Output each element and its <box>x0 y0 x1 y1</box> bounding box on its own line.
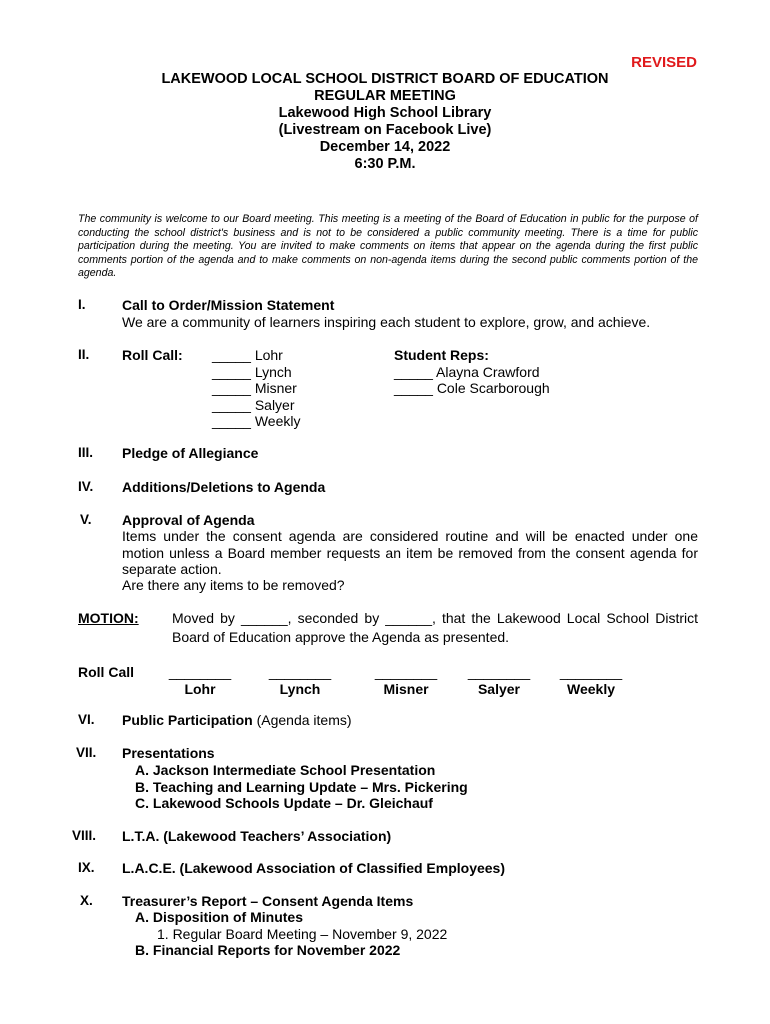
vote-name: Lynch <box>279 681 321 697</box>
mission-statement: We are a community of learners inspiring each student to explore, grow, and achieve. <box>122 314 651 330</box>
roll-call-member: _____ Misner <box>212 380 297 396</box>
item-title-presentations: Presentations <box>122 745 215 761</box>
intro-paragraph: The community is welcome to our Board meeting. This meeting is a meeting of the Board of Education in public for the purpose of conducting the school district's business and is not to be considered a public community meeting. There is a time for public participation during the meeting. You are invited to make comments on items that appear on the agenda during the first public comments portion of the agenda and to make comments on non-agenda items during the second public comments portion of the agenda. <box>78 213 698 279</box>
treasurer-sub-a: A. Disposition of Minutes <box>135 909 303 925</box>
roll-call-member: _____ Lohr <box>212 347 283 363</box>
presentation-item: C. Lakewood Schools Update – Dr. Gleichauf <box>135 795 433 811</box>
revised-label: REVISED <box>631 54 697 71</box>
roll-call-member: _____ Salyer <box>212 396 295 413</box>
roll-call-members <box>212 347 300 430</box>
student-reps <box>394 347 550 397</box>
vote-name: Misner <box>383 681 429 697</box>
vote-blank: ________ <box>467 664 531 680</box>
header-district: LAKEWOOD LOCAL SCHOOL DISTRICT BOARD OF EDUCATION <box>161 71 609 87</box>
item-title-approval: Approval of Agenda <box>122 512 255 528</box>
item-number-i: I. <box>78 297 86 312</box>
vote-column <box>165 664 235 698</box>
treasurer-sub-b: B. Financial Reports for November 2022 <box>135 942 401 958</box>
vote-blank: ________ <box>168 664 232 680</box>
vote-column <box>265 664 335 698</box>
roll-call-member: _____ Lynch <box>212 363 292 380</box>
header-livestream: (Livestream on Facebook Live) <box>278 122 492 138</box>
presentation-item: B. Teaching and Learning Update – Mrs. Pickering <box>135 778 468 795</box>
item-number-x: X. <box>80 893 93 908</box>
item-number-ii: II. <box>78 347 90 362</box>
item-number-viii: VIII. <box>72 828 97 843</box>
header-date: December 14, 2022 <box>319 139 451 155</box>
presentation-list <box>135 762 468 812</box>
roll-call-vote-label: Roll Call <box>78 664 135 680</box>
vote-column <box>556 664 626 698</box>
student-rep: _____ Cole Scarborough <box>394 380 550 396</box>
item-number-iv: IV. <box>78 479 94 494</box>
approval-description: Items under the consent agenda are considered routine and will be enacted under one motion unless a Board member requests an item be removed from the consent agenda for separate action. <box>122 528 698 577</box>
roll-call-member: _____ Weekly <box>212 413 301 429</box>
vote-column <box>464 664 534 698</box>
vote-name: Salyer <box>477 681 521 697</box>
item-title-additions: Additions/Deletions to Agenda <box>122 479 326 495</box>
vote-column <box>371 664 441 698</box>
item-title-roll-call: Roll Call: <box>122 347 183 363</box>
header-time: 6:30 P.M. <box>354 156 416 172</box>
presentation-item: A. Jackson Intermediate School Presentation <box>135 762 436 778</box>
header-location: Lakewood High School Library <box>278 105 492 121</box>
item-title-treasurer-report: Treasurer’s Report – Consent Agenda Items <box>122 893 414 909</box>
approval-question: Are there any items to be removed? <box>122 577 345 593</box>
vote-blank: ________ <box>559 664 623 680</box>
item-public-participation <box>122 712 352 729</box>
motion-line-2: Board of Education approve the Agenda as presented. <box>172 629 510 645</box>
motion-label: MOTION: <box>78 610 139 626</box>
item-number-vii: VII. <box>76 745 97 760</box>
item-number-vi: VI. <box>78 712 95 727</box>
item-title-lace: L.A.C.E. (Lakewood Association of Classified Employees) <box>122 860 506 876</box>
item-title-lta: L.T.A. (Lakewood Teachers’ Association) <box>122 828 392 844</box>
student-reps-title: Student Reps: <box>394 347 489 363</box>
vote-name: Weekly <box>567 681 615 697</box>
motion-line-1: Moved by ______, seconded by ______, that the Lakewood Local School District <box>172 610 698 626</box>
item-number-v: V. <box>80 512 92 527</box>
document-header <box>0 71 770 173</box>
item-title-pledge: Pledge of Allegiance <box>122 445 259 461</box>
item-title-call-to-order: Call to Order/Mission Statement <box>122 297 335 313</box>
vote-blank: ________ <box>374 664 438 680</box>
student-rep: _____ Alayna Crawford <box>394 363 540 380</box>
item-title-public-participation: Public Participation <box>122 712 253 728</box>
item-number-iii: III. <box>78 445 94 460</box>
item-number-ix: IX. <box>78 860 95 875</box>
vote-blank: ________ <box>268 664 332 680</box>
vote-name: Lohr <box>184 681 216 697</box>
treasurer-sub-a1: 1. Regular Board Meeting – November 9, 2022 <box>157 926 448 942</box>
public-participation-note: (Agenda items) <box>252 712 352 728</box>
header-meeting-type: REGULAR MEETING <box>314 88 456 104</box>
